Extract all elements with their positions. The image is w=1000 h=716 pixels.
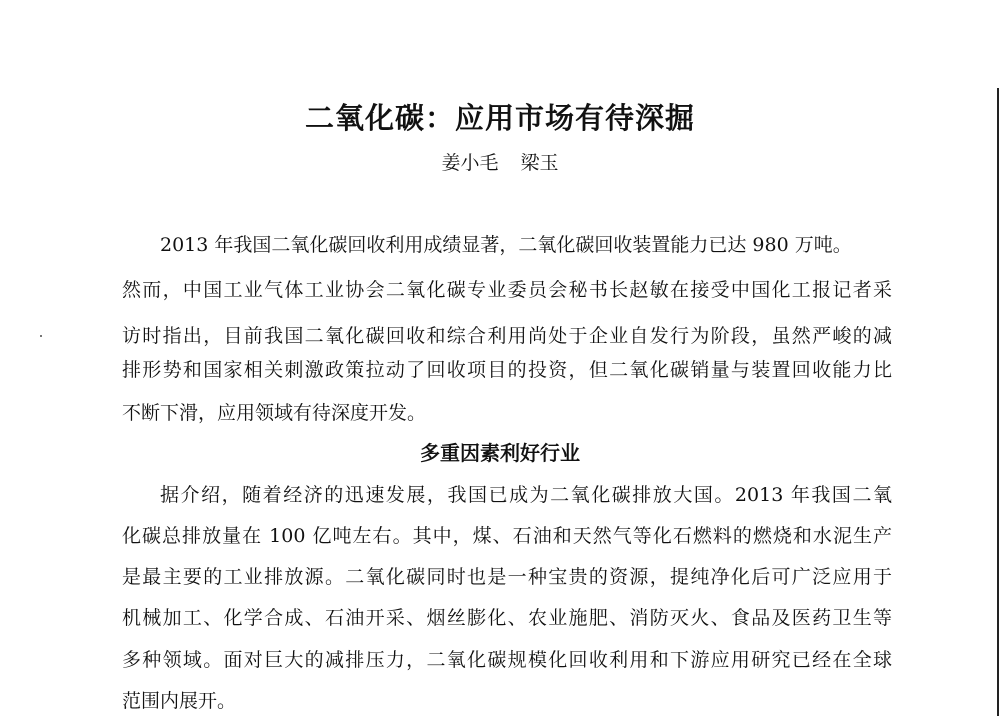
scan-edge-line — [997, 88, 999, 716]
paragraph-line: 据介绍，随着经济的迅速发展，我国已成为二氧化碳排放大国。2013 年我国二氧 — [160, 484, 892, 506]
author-name: 姜小毛 — [441, 152, 499, 174]
paragraph-line: 不断下滑，应用领域有待深度开发。 — [122, 402, 427, 424]
article-title: 二氧化碳：应用市场有待深掘 — [304, 101, 695, 135]
paragraph-line: 访时指出，目前我国二氧化碳回收和综合利用尚处于企业自发行为阶段，虽然严峻的减 — [122, 325, 892, 347]
author-name: 梁玉 — [520, 152, 559, 174]
scan-speck — [40, 335, 42, 337]
paragraph-line: 是最主要的工业排放源。二氧化碳同时也是一种宝贵的资源，提纯净化后可广泛应用于 — [122, 566, 892, 588]
paragraph-line: 机械加工、化学合成、石油开采、烟丝膨化、农业施肥、消防灭火、食品及医药卫生等 — [122, 607, 892, 629]
author-line — [0, 150, 1000, 176]
section-heading: 多重因素利好行业 — [420, 441, 580, 465]
paragraph-line: 然而，中国工业气体工业协会二氧化碳专业委员会秘书长赵敏在接受中国化工报记者采 — [122, 279, 892, 301]
paragraph-line: 化碳总排放量在 100 亿吨左右。其中，煤、石油和天然气等化石燃料的燃烧和水泥生产 — [122, 525, 892, 547]
paragraph-line: 范围内展开。 — [122, 690, 237, 712]
paragraph-line: 多种领域。面对巨大的减排压力，二氧化碳规模化回收利用和下游应用研究已经在全球 — [122, 649, 892, 671]
paragraph-line: 2013 年我国二氧化碳回收利用成绩显著，二氧化碳回收装置能力已达 980 万吨。 — [160, 234, 852, 256]
paragraph-line: 排形势和国家相关刺激政策拉动了回收项目的投资，但二氧化碳销量与装置回收能力比 — [122, 359, 892, 381]
